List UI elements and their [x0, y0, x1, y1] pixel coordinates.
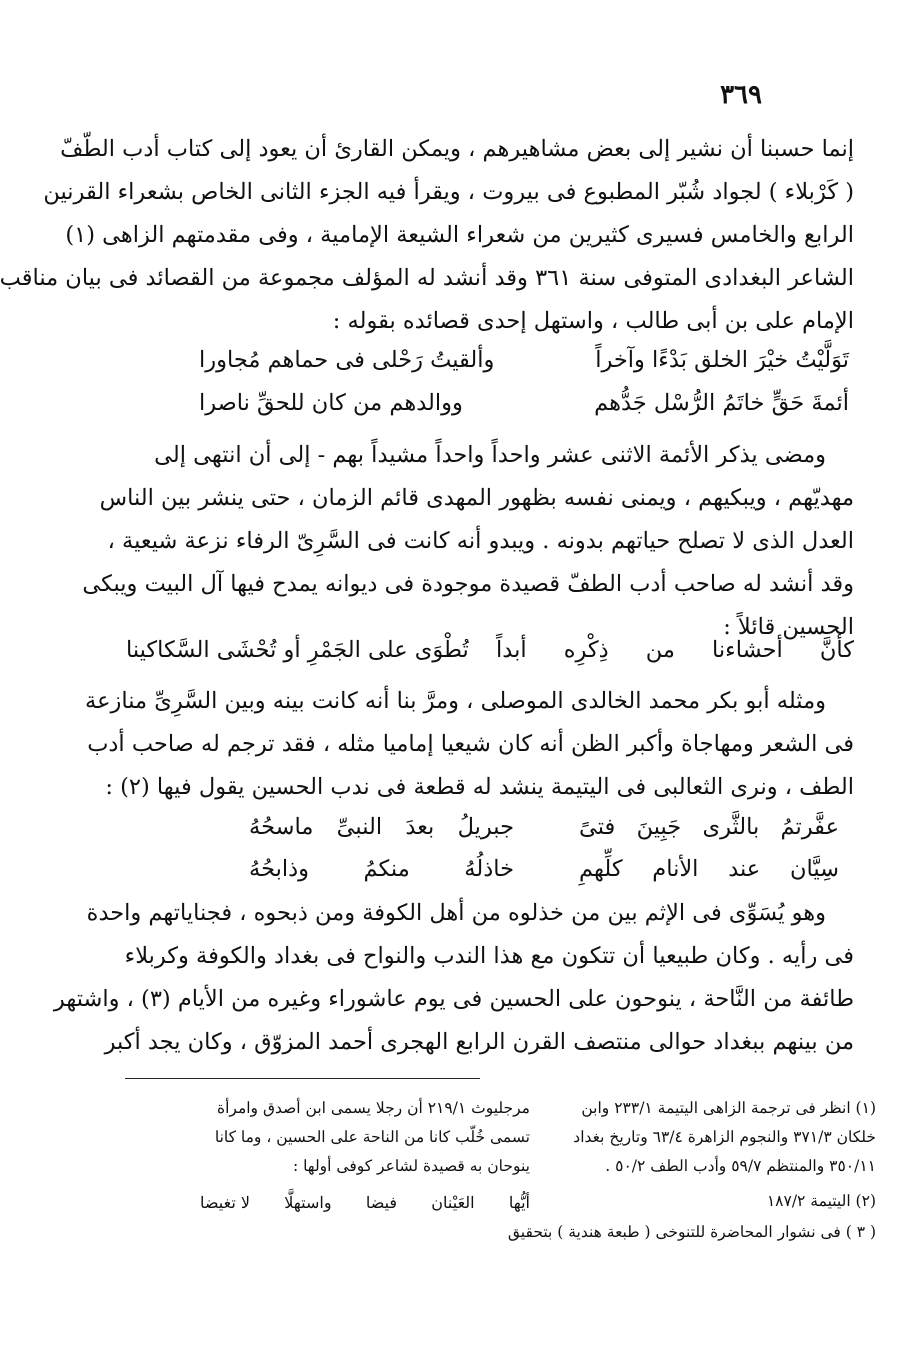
verse-word: وذابحُهُ [249, 856, 310, 882]
footnote-line: خلكان ٣٧١/٣ والنجوم الزاهرة ٦٣/٤ وتاريخ بغداد [573, 1128, 876, 1146]
verse-word: بالثَّرى [702, 814, 760, 840]
text-line: مهديّهم ، ويبكيهم ، ويمنى نفسه بظهور المهدى قائم الزمان ، حتى ينشر بين الناس [99, 485, 854, 511]
verse-word: كلِّهمِ [579, 856, 623, 882]
footnote-line: (٢) اليتيمة ١٨٧/٢ [766, 1192, 876, 1210]
paragraph-2 [82, 434, 854, 649]
footnote-line: ٣٥٠/١١ والمنتظم ٥٩/٧ وأدب الطف ٥٠/٢ . [605, 1157, 876, 1175]
footnote-line: تسمى خُلّب كانا من الناحة على الحسين ، وما كانا [214, 1128, 530, 1146]
text-line: ( كَرْبلاء ) لجواد شُبّر المطبوع فى بيروت ، ويقرأ فيه الجزء الثانى الخاص بشعراء القرنين [43, 179, 854, 205]
page-number: ٣٦٩ [720, 80, 762, 110]
verse-word: خاذلُهُ [464, 856, 514, 882]
footnote-verse [200, 1187, 530, 1219]
verse-word: عند [728, 856, 761, 882]
verse-word: فيضا [365, 1193, 398, 1212]
text-line: فى الشعر ومهاجاة وأكبر الظن أنه كان شيعيا إماميا مثله ، فقد ترجم له صاحب أدب [87, 731, 854, 757]
text-line: الطف ، ونرى الثعالبى فى اليتيمة ينشد له قطعة فى ندب الحسين يقول فيها (٢) : [105, 774, 854, 800]
verse-word: جَبِينَ [636, 814, 682, 840]
hemistich-second [249, 814, 514, 840]
hemistich-second: ووالدهم من كان للحقِّ ناصرا [199, 389, 463, 416]
text-line: من بينهم ببغداد حوالى منتصف القرن الرابع الهجرى أحمد المزوّق ، وكان يجد أكبر [104, 1029, 854, 1055]
text-line: الإمام على بن أبى طالب ، واستهل إحدى قصائده بقوله : [332, 308, 854, 334]
poem-3 [249, 806, 839, 890]
paragraph-1 [0, 128, 854, 343]
verse-word: النبىِّ [336, 814, 383, 840]
verse-word: أبداً [496, 636, 527, 663]
verse-word: الأنام [652, 856, 699, 882]
hemistich-second: تُطْوَى على الجَمْرِ أو تُحْشَى السَّكاكينا [126, 636, 469, 663]
paragraph-4 [53, 892, 854, 1064]
footnote-line: (١) انظر فى ترجمة الزاهى اليتيمة ٢٣٣/١ وابن [581, 1099, 876, 1117]
verse-word: من [645, 636, 675, 663]
verse-word: ذِكْرِه [563, 636, 609, 663]
verse-word: لا تغيضا [200, 1193, 251, 1212]
verse-line [249, 806, 839, 848]
hemistich-first [579, 814, 839, 840]
poem-2 [126, 628, 854, 671]
text-line: ومثله أبو بكر محمد الخالدى الموصلى ، ومرَّ بنا أنه كانت بينه وبين السَّرِىِّ منازعة [85, 688, 826, 714]
hemistich-second: وألقيتُ رَحْلى فى حماهم مُجاورا [199, 346, 495, 373]
text-line: الشاعر البغدادى المتوفى سنة ٣٦١ وقد أنشد له المؤلف مجموعة من القصائد فى بيان مناقب [0, 265, 854, 291]
verse-word: فتىً [579, 814, 616, 840]
hemistich-first: تَوَلَّيْتُ خيْرَ الخلق بَدْءًا وآخراً [595, 346, 849, 373]
text-line: وقد أنشد له صاحب أدب الطفّ قصيدة موجودة فى ديوانه يمدح فيها آل البيت ويبكى [82, 571, 854, 597]
footnote-separator [125, 1078, 480, 1079]
verse-line [199, 381, 849, 424]
verse-word: أيُّها [508, 1193, 530, 1212]
text-line: طائفة من النَّاحة ، ينوحون على الحسين فى يوم عاشوراء وغيره من الأيام (٣) ، واشتهر [53, 986, 854, 1012]
text-line: وهو يُسَوِّى فى الإثم بين من خذلوه من أهل الكوفة ومن ذبحوه ، فجناياتهم واحدة [86, 900, 826, 926]
footnote-line: ينوحان به قصيدة لشاعر كوفى أولها : [292, 1157, 530, 1175]
text-line: الحسين قائلاً : [723, 614, 854, 640]
verse-line [126, 628, 854, 671]
hemistich-first [579, 856, 839, 882]
footnotes-left-column [200, 1094, 530, 1219]
verse-line [199, 338, 849, 381]
hemistich-first: أئمةَ حَقٍّ خاتَمُ الرُّسْل جَدُّهم [594, 389, 849, 416]
verse-line [249, 848, 839, 890]
text-line: إنما حسبنا أن نشير إلى بعض مشاهيرهم ، ويمكن القارئ أن يعود إلى كتاب أدب الطّفّ [60, 136, 854, 162]
text-line: فى رأيه . وكان طبيعيا أن تتكون مع هذا الندب والنواح فى بغداد والكوفة وكربلاء [124, 943, 854, 969]
footnote-line: مرجليوث ٢١٩/١ أن رجلا يسمى ابن أصدق وامرأة [216, 1099, 530, 1117]
footnote-line: ( ٣ ) فى نشوار المحاضرة للتنوخى ( طبعة هندية ) بتحقيق [507, 1223, 876, 1241]
verse-word: سِيَّان [789, 856, 839, 882]
verse-word: أحشاءنا [712, 636, 783, 663]
text-line: العدل الذى لا تصلح حياتهم بدونه . ويبدو أنه كانت فى السَّرِىّ الرفاء نزعة شيعية ، [107, 528, 854, 554]
verse-word: ماسحُهُ [249, 814, 314, 840]
verse-word: بعدَ [405, 814, 435, 840]
verse-word: كأنَّ [819, 636, 854, 663]
paragraph-3 [85, 680, 854, 809]
text-line: ومضى يذكر الأئمة الاثنى عشر واحداً واحداً مشيداً بهم - إلى أن انتهى إلى [154, 442, 826, 468]
verse-word: واستهلَّا [284, 1193, 332, 1212]
hemistich-second [249, 856, 514, 882]
poem-1 [199, 338, 849, 424]
verse-word: منكمُ [363, 856, 410, 882]
verse-word: جبريلُ [457, 814, 514, 840]
hemistich-first [496, 637, 854, 663]
verse-word: عفَّرتمُ [780, 814, 839, 840]
verse-word: العَيْنان [431, 1193, 475, 1212]
text-line: الرابع والخامس فسيرى كثيرين من شعراء الشيعة الإمامية ، وفى مقدمتهم الزاهى (١) [65, 222, 854, 248]
